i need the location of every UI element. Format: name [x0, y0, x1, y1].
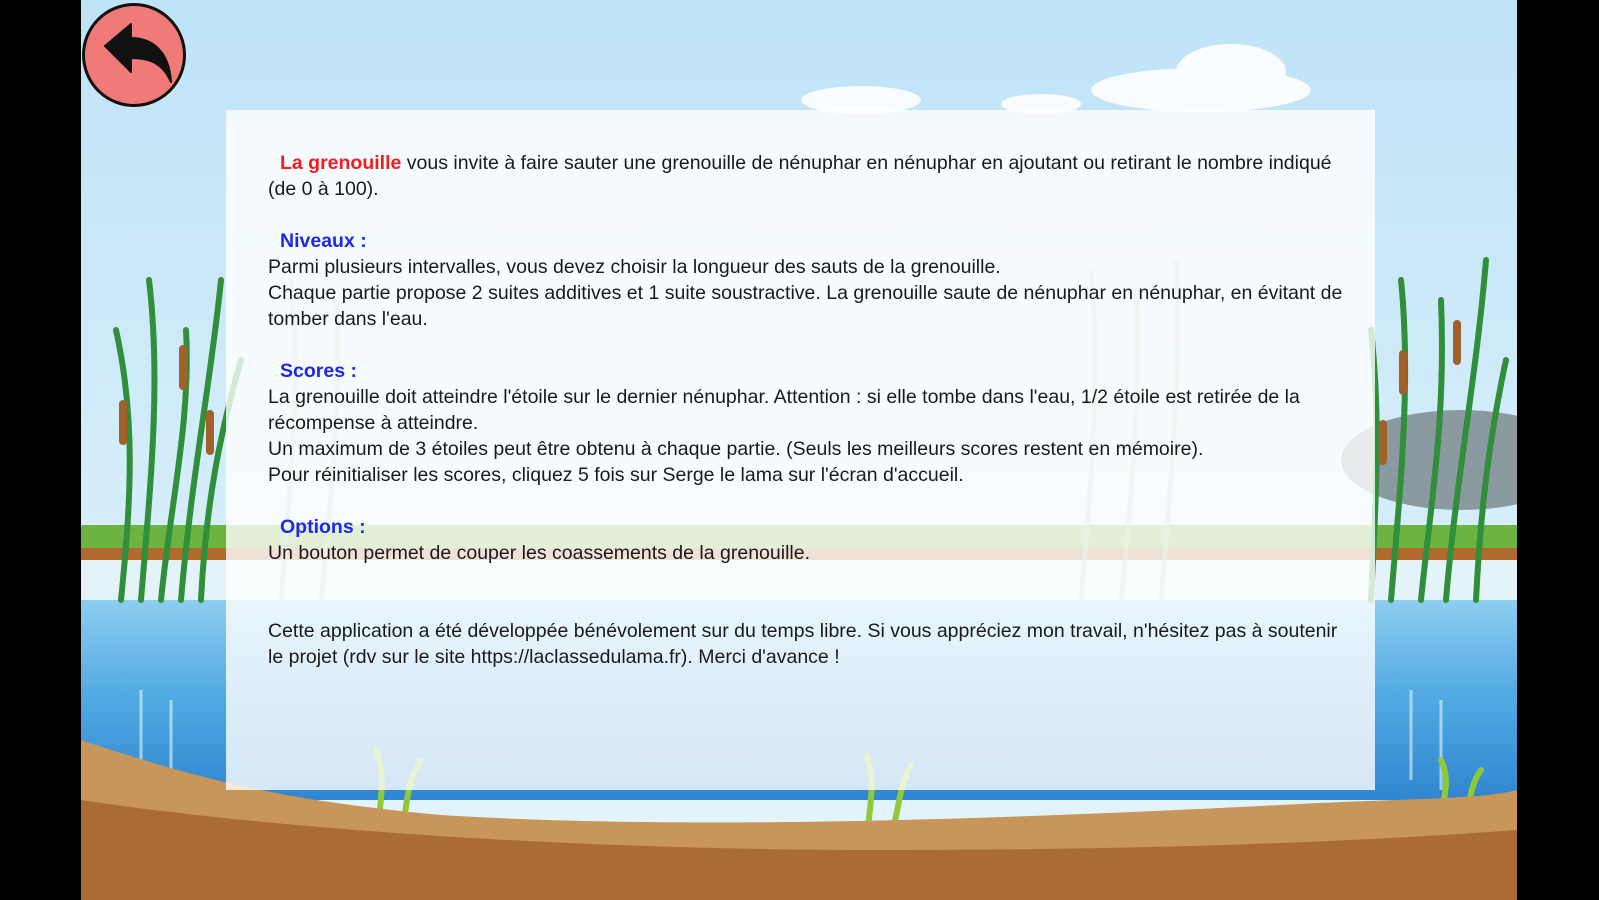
scores-line: Un maximum de 3 étoiles peut être obtenu à chaque partie. (Seuls les meilleurs scores restent en mémoire). [268, 438, 1204, 460]
scores-heading: Scores : [280, 360, 357, 382]
options-heading: Options : [280, 516, 366, 538]
footer-text: Cette application a été développée bénévolement sur du temps libre. Si vous appréciez mon travail, n'hésitez pas à soutenir le projet (rdv sur le site https://laclassedulama.fr). Merci d'avance ! [268, 620, 1338, 668]
niveaux-line: Parmi plusieurs intervalles, vous devez choisir la longueur des sauts de la grenouille. [268, 256, 1001, 278]
options-line: Un bouton permet de couper les coassements de la grenouille. [268, 542, 810, 564]
rules-panel [226, 110, 1375, 790]
game-title: La grenouille [280, 152, 402, 174]
back-button[interactable] [82, 3, 186, 107]
intro-text: vous invite à faire sauter une grenouille de nénuphar en nénuphar en ajoutant ou retirant le nombre indiqué (de 0 à 100). [268, 152, 1332, 200]
intro-paragraph [268, 150, 1347, 202]
game-stage [81, 0, 1517, 900]
scores-line: Pour réinitialiser les scores, cliquez 5 fois sur Serge le lama sur l'écran d'accueil. [268, 464, 964, 486]
niveaux-heading: Niveaux : [280, 230, 367, 252]
niveaux-line: Chaque partie propose 2 suites additives et 1 suite soustractive. La grenouille saute de nénuphar en nénuphar, en évitant de tomber dans l'eau. [268, 282, 1343, 330]
back-arrow-icon [85, 6, 183, 104]
scores-line: La grenouille doit atteindre l'étoile sur le dernier nénuphar. Attention : si elle tombe dans l'eau, 1/2 étoile est retirée de la récompense à atteindre. [268, 386, 1300, 434]
